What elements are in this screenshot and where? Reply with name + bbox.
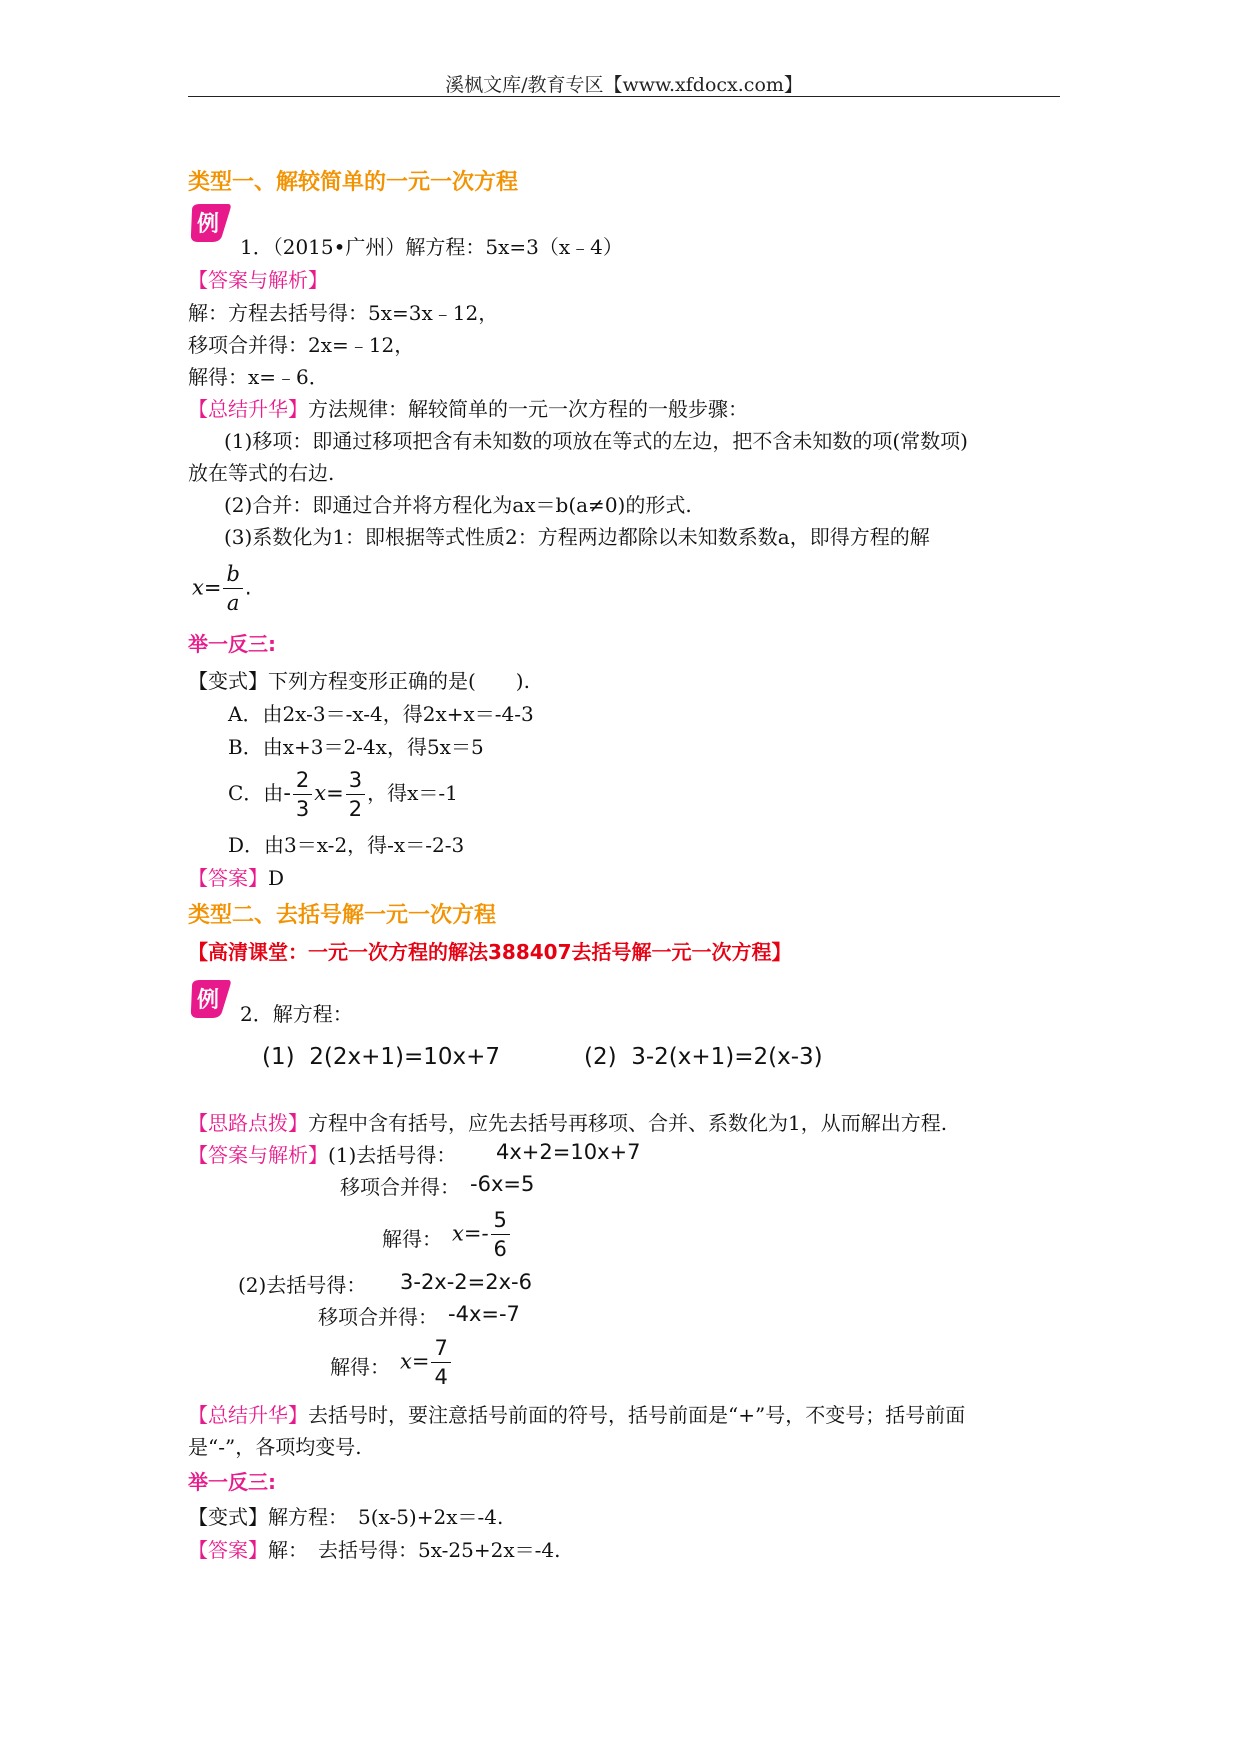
summary-text-2a: 去括号时，要注意括号前面的符号，括号前面是“+”号，不变号；括号前面 [308,1403,966,1427]
option-a: A．由2x-3＝-x-4，得2x+x＝-4-3 [228,702,534,726]
answer-line-2 [188,1537,560,1563]
part1-label: (1)去括号得： [328,1143,457,1167]
example-1-question: 1．（2015•广州）解方程：5x=3（x﹣4） [240,235,623,259]
header-rule [188,96,1060,97]
step-1a: (1)移项：即通过移项把含有未知数的项放在等式的左边，把不含未知数的项(常数项) [224,429,968,453]
part2-merge-equation: -4x=-7 [448,1302,520,1326]
variant-2: 【变式】解方程： 5(x-5)+2x＝-4. [188,1505,504,1529]
equation-2-label: (2) [584,1044,617,1070]
formula-numerator: b [226,562,240,586]
part2-label: (2)去括号得： [238,1273,367,1297]
summary-text-1: 方法规律：解较简单的一元一次方程的一般步骤： [308,397,748,421]
option-c [228,766,458,823]
option-c-minus: - [283,781,291,805]
summary-tag-2: 【总结升华】 [188,1403,308,1427]
part2-equation: 3-2x-2=2x-6 [400,1270,532,1294]
option-c-den-1: 3 [293,794,312,823]
summary-line-2b: 是“-”，各项均变号. [188,1435,362,1459]
answer-tag-4: 【答案】 [188,1538,268,1562]
variant-1: 【变式】下列方程变形正确的是( ). [188,669,530,693]
answer-line-1 [188,865,284,891]
solution-line-2: 移项合并得：2x=﹣12， [188,333,415,357]
answer-tag-2: 【答案】 [188,866,268,890]
step-3: (3)系数化为1：即根据等式性质2：方程两边都除以未知数系数a，即得方程的解 [224,525,930,549]
practice-heading-1: 举一反三: [188,632,276,656]
option-c-suffix: ，得x＝-1 [367,781,458,805]
part2-merge-label: 移项合并得： [318,1305,438,1329]
option-c-prefix: C．由 [228,781,284,805]
option-d: D．由3＝x-2，得-x＝-2-3 [228,833,465,857]
hd-classroom-link[interactable]: 【高清课堂：一元一次方程的解法388407去括号解一元一次方程】 [188,940,792,964]
example-badge-1 [188,202,234,244]
part2-solve-var: x= [400,1349,430,1374]
practice-heading-2: 举一反三: [188,1470,276,1494]
formula-x-eq-b-over-a [192,560,252,617]
option-c-num-1: 2 [295,768,310,792]
hint-line [188,1110,947,1136]
badge-text-2: 例 [196,988,220,1013]
part1-equation: 4x+2=10x+7 [496,1140,641,1164]
equation-2 [584,1044,823,1070]
badge-text-1: 例 [196,212,220,237]
option-c-var: x [314,781,327,805]
option-b: B．由x+3＝2-4x，得5x＝5 [228,735,484,759]
formula-eq: = [203,575,222,600]
solution-line-1: 解：方程去括号得：5x=3x﹣12， [188,301,499,325]
section2-title: 类型二、去括号解一元一次方程 [188,903,497,928]
part1-solve-formula [452,1206,512,1263]
answer-tag-1: 【答案与解析】 [188,268,328,292]
answer-tag-3: 【答案与解析】 [188,1143,328,1167]
part1-solve-den: 6 [491,1234,510,1263]
example-2-question: 2．解方程： [240,1002,353,1026]
equation-1-label: (1) [262,1044,295,1070]
option-c-eq: = [326,781,344,805]
equation-2-body: 3-2(x+1)=2(x-3) [631,1044,823,1070]
hint-text: 方程中含有括号，应先去括号再移项、合并、系数化为1，从而解出方程. [308,1111,948,1135]
answer-text-2: 解： 去括号得：5x-25+2x＝-4. [268,1538,561,1562]
formula-denominator: a [223,588,242,617]
option-c-den-2: 2 [346,794,365,823]
example-badge-2 [188,978,234,1020]
solution-line-3: 解得：x=﹣6． [188,365,329,389]
part2-solve-den: 4 [431,1362,450,1391]
part1-solve-num: 5 [493,1208,507,1232]
section1-title: 类型一、解较简单的一元一次方程 [188,170,519,195]
part2-solve-formula [400,1334,453,1391]
equation-1 [262,1044,500,1070]
step-1b: 放在等式的右边. [188,461,335,485]
summary-line-2a [188,1402,965,1428]
part1-merge-label: 移项合并得： [340,1175,460,1199]
formula-end: . [244,575,252,600]
answer-value-1: D [268,866,285,890]
summary-tag-1: 【总结升华】 [188,397,308,421]
page-header: 溪枫文库/教育专区【www.xfdocx.com】 [445,74,803,96]
part1-merge-equation: -6x=5 [470,1172,535,1196]
formula-var: x [192,575,204,600]
part1-solve-var: x=- [452,1221,489,1246]
part2-solve-label: 解得： [330,1355,390,1379]
part1-line [188,1142,456,1168]
equation-1-body: 2(2x+1)=10x+7 [309,1044,501,1070]
part1-solve-label: 解得： [382,1227,442,1251]
step-2: (2)合并：即通过合并将方程化为ax＝b(a≠0)的形式. [224,493,692,517]
summary-line-1 [188,396,748,422]
part2-solve-num: 7 [434,1336,448,1360]
hint-tag: 【思路点拨】 [188,1111,308,1135]
option-c-num-2: 3 [348,768,363,792]
